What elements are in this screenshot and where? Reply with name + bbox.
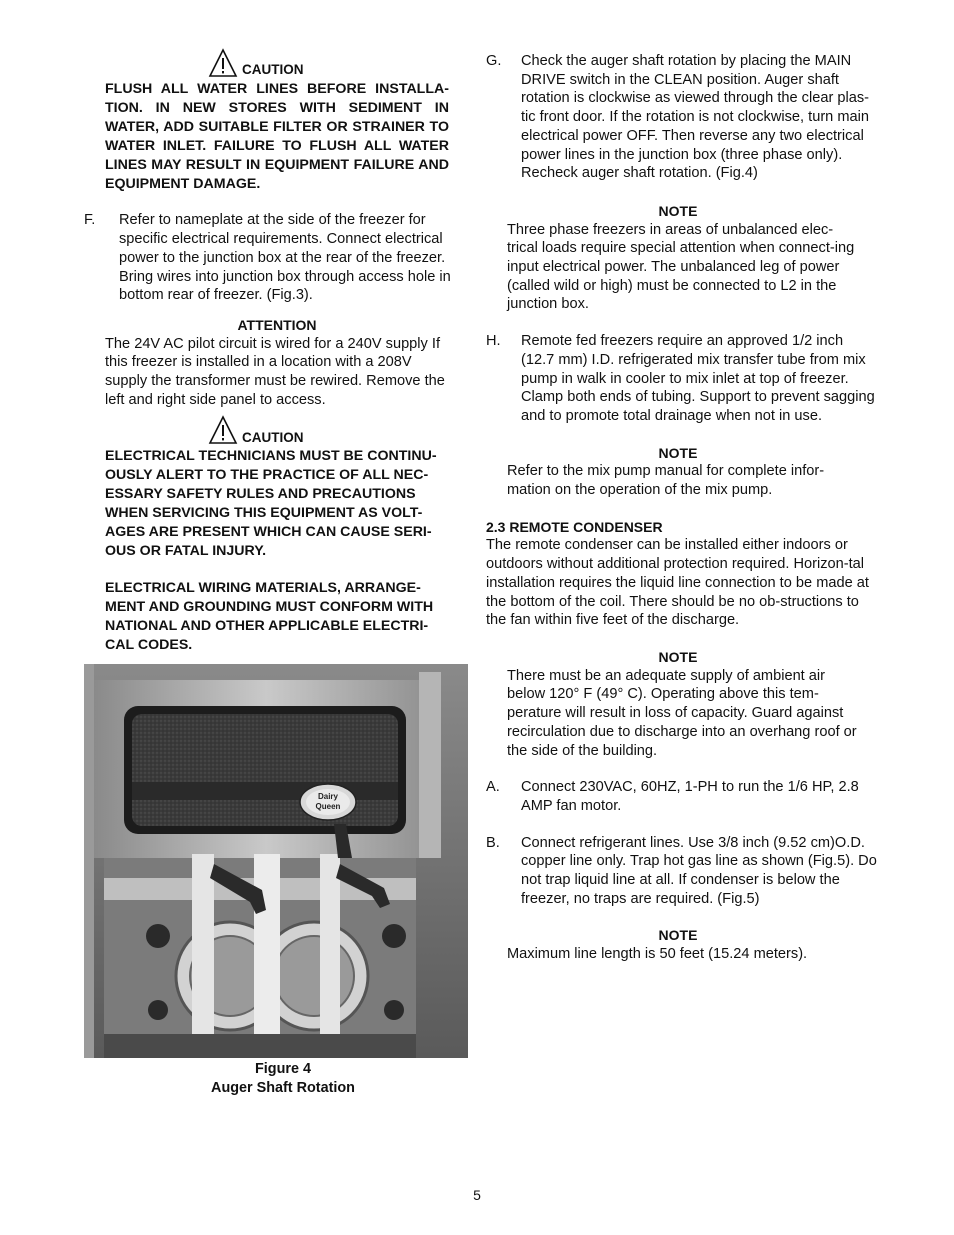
page-number: 5 [473,1187,481,1203]
item-f [84,211,470,305]
logo-text-2: Queen [315,801,341,811]
warning-triangle-icon [208,48,238,78]
section-text: The remote condenser can be installed either indoors or outdoors without additional protection required. Horizon-tal installation requires the liquid line connection to be made at the bottom of the coil. There should be no ob-structions to the fan within five feet of the discharge. [486,537,869,629]
item-h-text: Remote fed freezers require an approved 1/2 inch (12.7 mm) I.D. refrigerated mix transfer tube from mix pump in walk in cooler to mix inlet at top of freezer. Clamp both ends of tubing. Support to prevent sagging and to promote total drainage when not in use. [521,333,875,424]
caution-label: CAUTION [242,62,304,78]
caution-label: CAUTION [242,429,304,445]
item-a [486,778,886,815]
item-g-label: G. [486,53,502,69]
item-f-label: F. [84,212,96,229]
note-text-2: Refer to the mix pump manual for complete infor-mation on the operation of the mix pump. [507,463,825,499]
figure-4-caption [84,1060,482,1099]
item-g [486,52,886,183]
caution-text-2b: ELECTRICAL WIRING MATERIALS, ARRANGE-MENT AND GROUNDING MUST CONFORM WITH NATIONAL AND OTHER APPLICABLE ELECTRI-CAL CODES. [105,579,434,653]
note-text-4: Maximum line length is 50 feet (15.24 meters). [507,946,808,963]
item-b-label: B. [486,834,500,851]
figure-caption-title: Auger Shaft Rotation [211,1080,355,1097]
item-a-label: A. [486,779,500,796]
freezer-illustration [84,664,468,1058]
note-text-3: There must be an adequate supply of ambient air below 120° F (49° C). Operating above this tem-perature will result in loss of capacity. Guard against recirculation due to discharge into an overhang roof or the side of the building. [507,667,857,759]
item-b-text: Connect refrigerant lines. Use 3/8 inch (9.52 cm)O.D. copper line only. Trap hot gas line as shown (Fig.5). Do not trap liquid line at all. If condenser is below the freezer, no traps are required. (Fig.5) [521,834,877,907]
item-a-text: Connect 230VAC, 60HZ, 1-PH to run the 1/6 HP, 2.8 AMP fan motor. [521,779,859,814]
left-column [84,44,470,1099]
item-h-label: H. [486,333,501,350]
caution-text-1: FLUSH ALL WATER LINES BEFORE INSTALLA-TION. IN NEW STORES WITH SEDIMENT IN WATER, ADD SUITABLE FILTER OR STRAINER TO WATER INLET. FAILURE TO FLUSH ALL WATER LINES MAY RESULT IN EQUIPMENT FAILURE AND EQUIPMENT DAMAGE. [105,81,449,192]
figure-caption-number: Figure 4 [255,1060,311,1077]
note-heading-4: NOTE [658,927,698,944]
item-b [486,834,886,909]
figure-4-photo [84,664,468,1058]
caution-heading-2 [84,411,470,447]
caution-heading-1 [84,44,470,80]
logo-text-1: Dairy [317,791,339,801]
note-text-1: Three phase freezers in areas of unbalanced elec-trical loads require special attention when connect-ing input electrical power. The unbalanced leg of power (called wild or high) must be connected to L2 in the junction box. [507,221,855,313]
item-g-text: Check the auger shaft rotation by placing the MAIN DRIVE switch in the CLEAN position. Auger shaft rotation is clockwise as viewed through the clear plas-tic front door. If the rotation is not clockwise, turn main electrical power OFF. Then reverse any two electrical power lines in the junction box (three phase only). Recheck auger shaft rotation. (Fig.4) [521,53,869,182]
note-heading-2: NOTE [658,444,698,461]
attention-text: The 24V AC pilot circuit is wired for a 240V supply If this freezer is installed in a location with a 208V supply the transformer must be rewired. Remove the left and right side panel to access. [105,335,445,408]
note-heading-3: NOTE [658,648,698,665]
right-column [486,52,886,964]
section-heading: 2.3 REMOTE CONDENSER [486,518,663,535]
item-h [486,332,886,426]
item-f-text: Refer to nameplate at the side of the freezer for specific electrical requirements. Connect electrical power to the junction box at the rear of the freezer. Bring wires into junction box through access hole in bottom rear of freezer. (Fig.3). [119,212,451,304]
note-heading-1: NOTE [658,202,698,219]
attention-heading: ATTENTION [237,316,317,333]
warning-triangle-icon [208,415,238,445]
caution-text-2a: ELECTRICAL TECHNICIANS MUST BE CONTINU-OUSLY ALERT TO THE PRACTICE OF ALL NEC-ESSARY SAFETY RULES AND PRECAUTIONS WHEN SERVICING THIS EQUIPMENT AS VOLT-AGES ARE PRESENT WHICH CAN CAUSE SERI-OUS OR FATAL INJURY. [105,448,437,559]
